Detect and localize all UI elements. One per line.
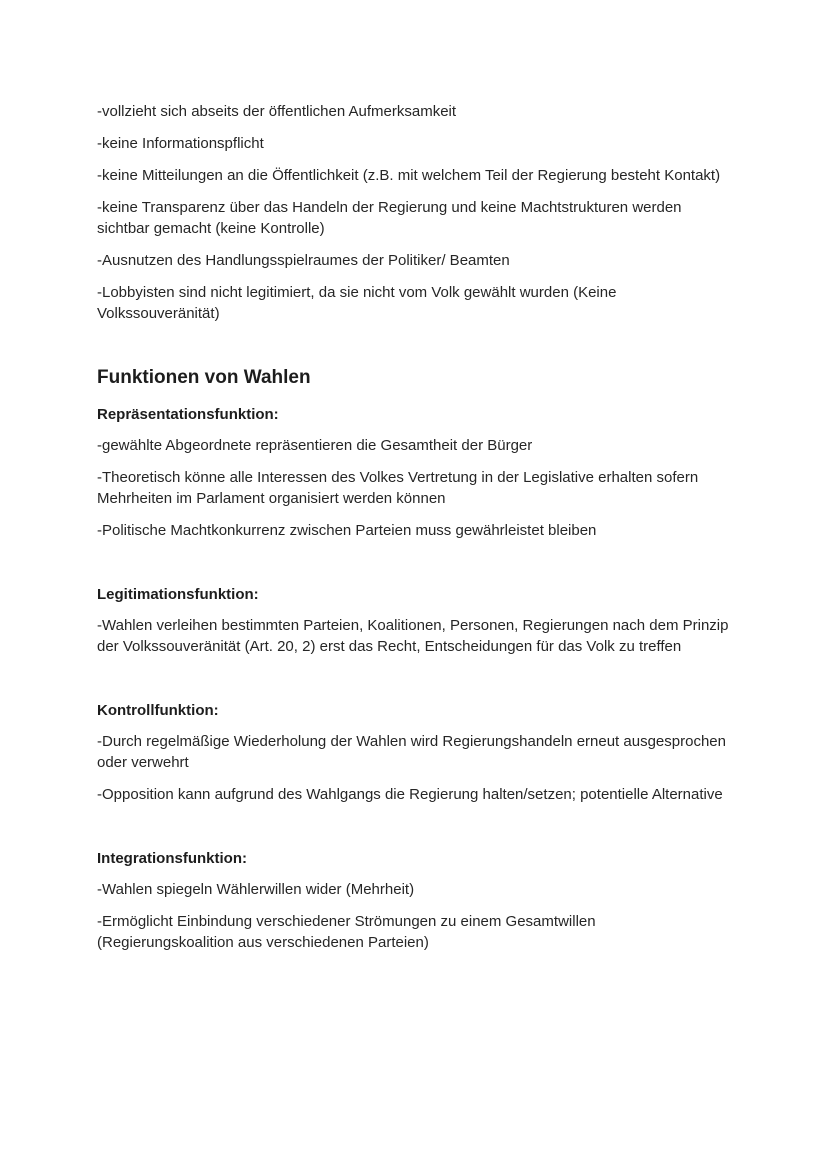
intro-bullet: -Lobbyisten sind nicht legitimiert, da sie nicht vom Volk gewählt wurden (Keine Volkssouveränität) bbox=[97, 284, 617, 322]
section-bullet: -Wahlen verleihen bestimmten Parteien, Koalitionen, Personen, Regierungen nach dem Prinzip der Volkssouveränität (Art. 20, 2) erst das Recht, Entscheidungen für das Volk zu treffen bbox=[97, 617, 729, 655]
section-bullet: -Politische Machtkonkurrenz zwischen Parteien muss gewährleistet bleiben bbox=[97, 522, 597, 539]
intro-bullet: -keine Mitteilungen an die Öffentlichkeit (z.B. mit welchem Teil der Regierung besteht Kontakt) bbox=[97, 167, 721, 184]
section-bullet: -Theoretisch könne alle Interessen des Volkes Vertretung in der Legislative erhalten sofern Mehrheiten im Parlament organisiert werden können bbox=[97, 469, 699, 507]
section-bullet: -Wahlen spiegeln Wählerwillen wider (Mehrheit) bbox=[97, 881, 415, 898]
section-heading-legitimationsfunktion: Legitimationsfunktion: bbox=[97, 586, 259, 603]
intro-bullet: -keine Informationspflicht bbox=[97, 135, 264, 152]
section-bullet: -Ermöglicht Einbindung verschiedener Strömungen zu einem Gesamtwillen (Regierungskoalition aus verschiedenen Parteien) bbox=[97, 913, 596, 951]
section-heading-kontrollfunktion: Kontrollfunktion: bbox=[97, 702, 219, 719]
intro-bullet: -keine Transparenz über das Handeln der Regierung und keine Machtstrukturen werden sichtbar gemacht (keine Kontrolle) bbox=[97, 199, 682, 237]
intro-bullet: -vollzieht sich abseits der öffentlichen Aufmerksamkeit bbox=[97, 103, 457, 120]
section-heading-repraesentationsfunktion: Repräsentationsfunktion: bbox=[97, 406, 279, 423]
page-title: Funktionen von Wahlen bbox=[97, 367, 311, 388]
section-bullet: -Durch regelmäßige Wiederholung der Wahlen wird Regierungshandeln erneut ausgesprochen oder verwehrt bbox=[97, 733, 726, 771]
section-bullet: -gewählte Abgeordnete repräsentieren die Gesamtheit der Bürger bbox=[97, 437, 533, 454]
intro-bullet: -Ausnutzen des Handlungsspielraumes der Politiker/ Beamten bbox=[97, 252, 510, 269]
section-heading-integrationsfunktion: Integrationsfunktion: bbox=[97, 850, 247, 867]
section-bullet: -Opposition kann aufgrund des Wahlgangs die Regierung halten/setzen; potentielle Alternative bbox=[97, 786, 723, 803]
